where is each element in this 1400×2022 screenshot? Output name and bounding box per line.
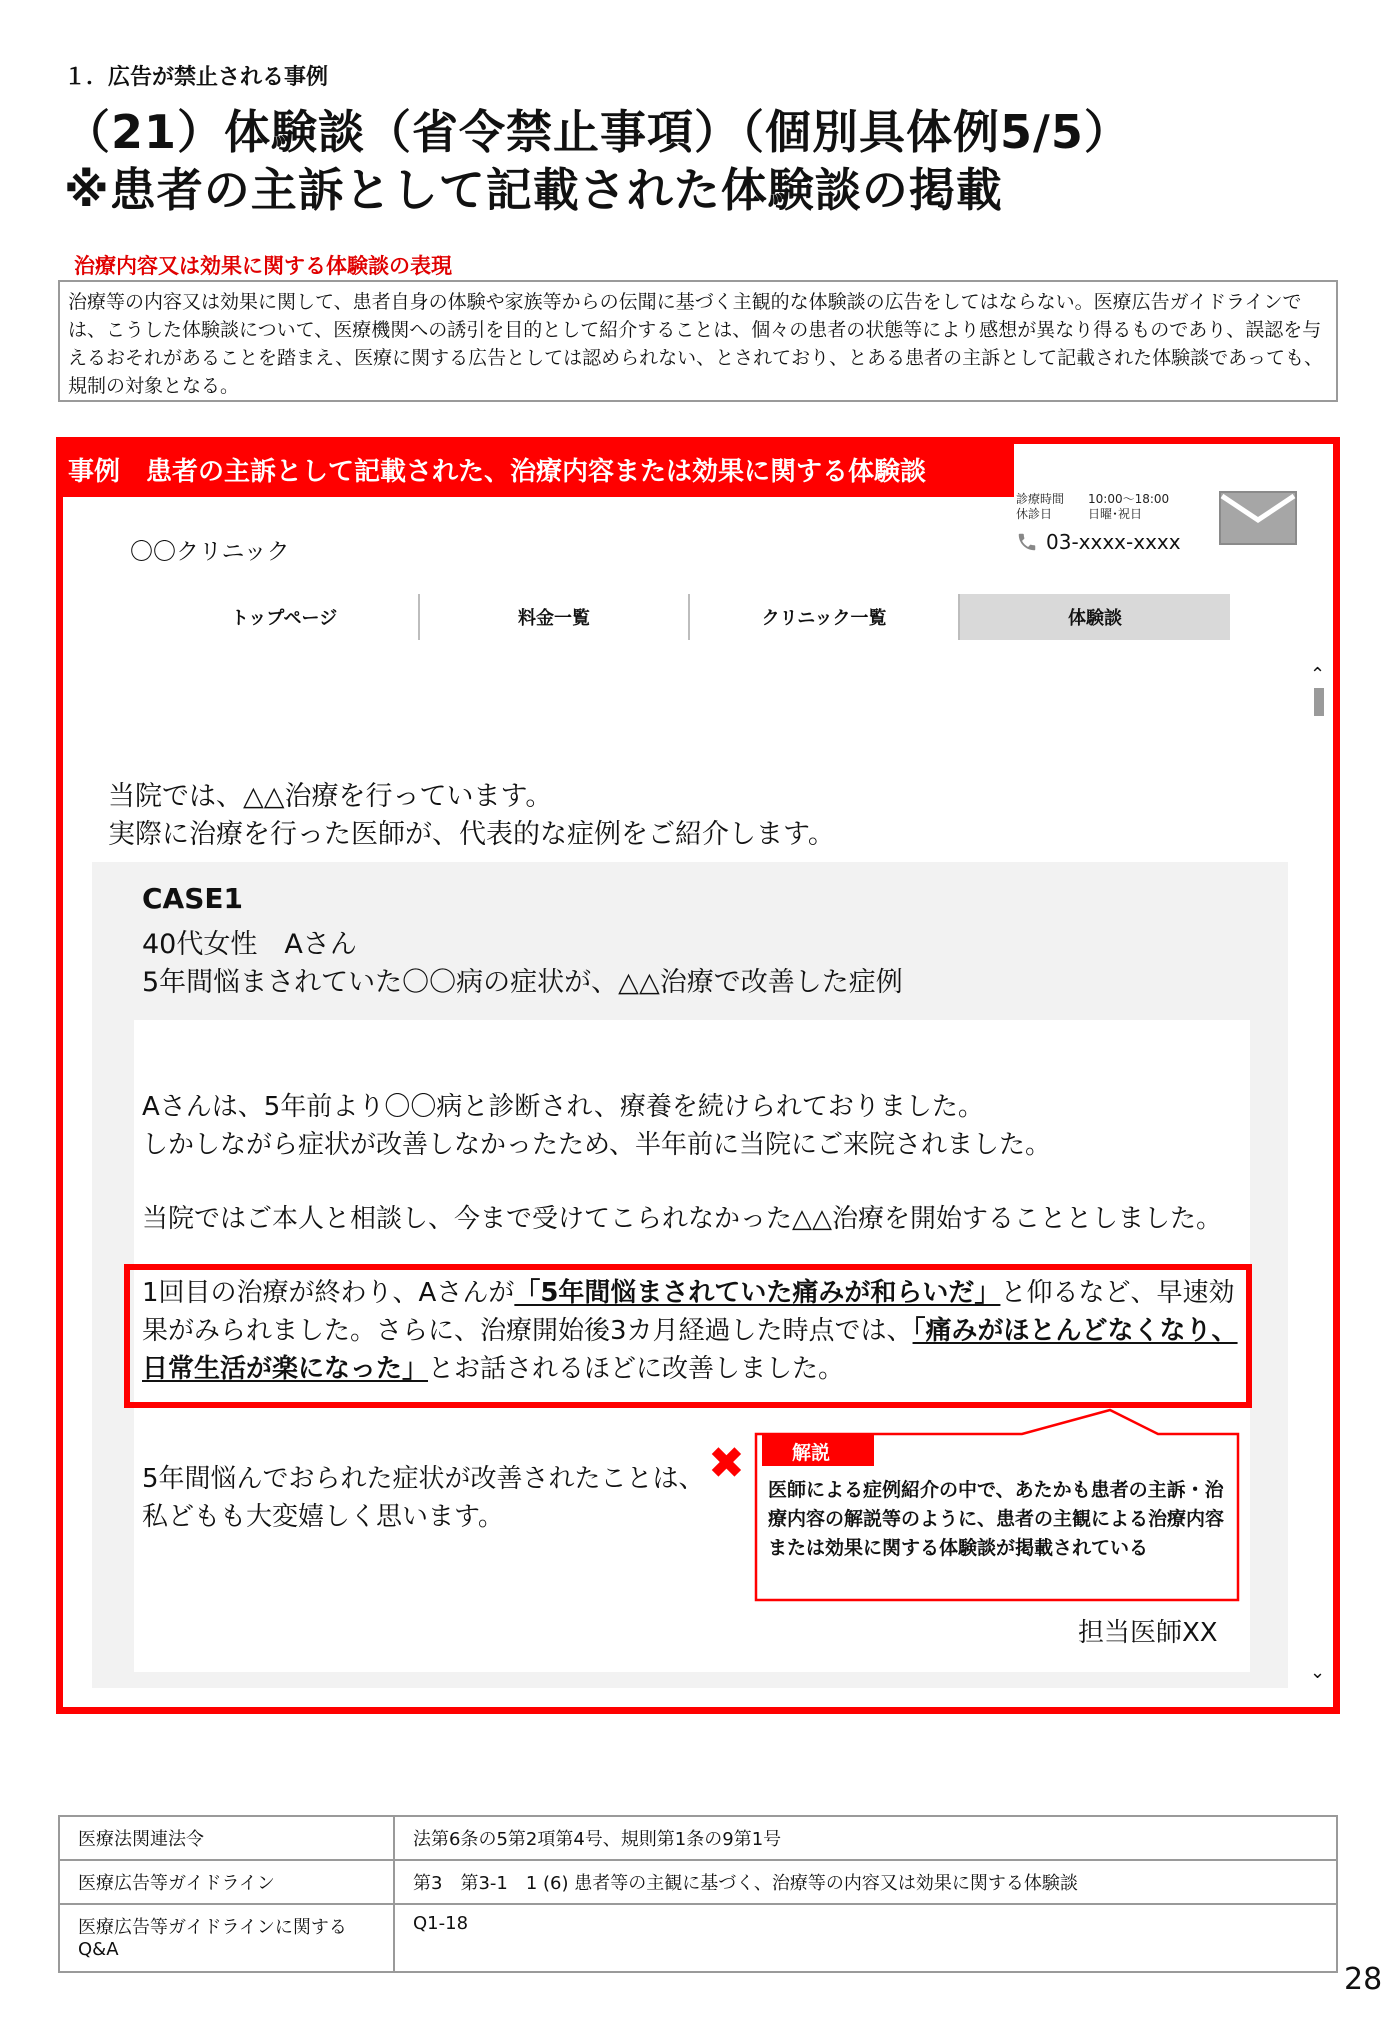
phone-icon (1016, 531, 1038, 553)
nav-pricing[interactable]: 料金一覧 (420, 594, 690, 640)
description-heading: 治療内容又は効果に関する体験談の表現 (74, 254, 452, 278)
patient-quote-1: 「5年間悩まされていた痛みが和らいだ」 (514, 1278, 1001, 1308)
case-text: 1回目の治療が終わり、Aさんが (142, 1278, 515, 1308)
intro-line: 実際に治療を行った医師が、代表的な症例をご紹介します。 (108, 819, 835, 850)
clinic-name: 〇〇クリニック (130, 539, 290, 565)
scroll-down-icon[interactable]: ⌄ (1310, 1662, 1326, 1683)
reference-table (58, 1815, 1338, 1973)
phone-number: 03-xxxx-xxxx (1046, 530, 1181, 554)
case-text: と仰るなど、早速効果がみられました。さらに、治療開始後3カ月経過した時点では、 (142, 1278, 1235, 1346)
case-paragraph-3 (142, 1274, 1238, 1388)
section-label: １．広告が禁止される事例 (64, 65, 329, 90)
intro-line: 当院では、△△治療を行っています。 (108, 781, 553, 812)
mail-icon[interactable] (1218, 490, 1298, 546)
clinic-hours (1016, 492, 1169, 522)
nav-testimonials[interactable]: 体験談 (960, 594, 1230, 640)
example-header: 事例 患者の主訴として記載された、治療内容または効果に関する体験談 (56, 437, 1014, 497)
hours-value: 10:00～18:00 (1088, 492, 1170, 506)
page-number: 28 (1344, 1962, 1383, 1997)
case-patient: 40代女性 Aさん (142, 929, 357, 960)
table-row (59, 1904, 1337, 1972)
closed-value: 日曜･祝日 (1088, 507, 1143, 521)
description-box (58, 280, 1338, 402)
reference-key: 医療広告等ガイドライン (59, 1860, 394, 1904)
case-summary: 5年間悩まされていた〇〇病の症状が、△△治療で改善した症例 (142, 967, 903, 998)
clinic-phone[interactable] (1016, 530, 1181, 554)
page-title: （21）体験談（省令禁止事項）（個別具体例5/5） (64, 105, 1131, 159)
intro-text (108, 778, 835, 854)
reference-value: 第3 第3-1 1 (6) 患者等の主観に基づく、治療等の内容又は効果に関する体験談 (394, 1860, 1337, 1904)
closed-label: 休診日 (1016, 507, 1053, 521)
scrollbar-thumb[interactable] (1314, 688, 1324, 716)
patient-quote-2: 「痛みがほとんどなくなり、日常生活が楽になった」 (142, 1316, 1238, 1384)
reference-value: Q1-18 (394, 1904, 1337, 1972)
reference-value: 法第6条の5第2項第4号、規則第1条の9第1号 (394, 1816, 1337, 1860)
case-text-line: Aさんは、5年前より〇〇病と診断され、療養を続けられておりました。 (142, 1092, 984, 1122)
case-paragraph-2: 当院ではご本人と相談し、今まで受けてこられなかった△△治療を開始することとしました。 (142, 1204, 1222, 1234)
page-subtitle: ※患者の主訴として記載された体験談の掲載 (64, 163, 1003, 217)
reference-key: 医療法関連法令 (59, 1816, 394, 1860)
case-paragraph-1 (142, 1088, 1051, 1164)
hours-label: 診療時間 (1016, 492, 1065, 506)
case-text-line: 5年間悩んでおられた症状が改善されたことは、 (142, 1464, 705, 1494)
case-title: CASE1 (142, 882, 243, 915)
nav-top-page[interactable]: トップページ (150, 594, 420, 640)
scroll-up-icon[interactable]: ⌃ (1310, 664, 1326, 685)
callout-text: 医師による症例紹介の中で、あたかも患者の主訴・治療内容の解説等のように、患者の主観による治療内容または効果に関する体験談が掲載されている (768, 1479, 1225, 1559)
case-text-line: しかしながら症状が改善しなかったため、半年前に当院にご来院されました。 (142, 1130, 1051, 1160)
reference-key: 医療広告等ガイドラインに関するQ&A (59, 1904, 394, 1972)
doctor-signature: 担当医師XX (1078, 1618, 1218, 1648)
table-row (59, 1816, 1337, 1860)
case-paragraph-4 (142, 1460, 705, 1536)
case-text: とお話されるほどに改善しました。 (428, 1354, 845, 1384)
table-row (59, 1860, 1337, 1904)
callout-label: 解説 (762, 1434, 874, 1466)
site-nav (150, 594, 1230, 640)
description-text: 治療等の内容又は効果に関して、患者自身の体験や家族等からの伝聞に基づく主観的な体験談の広告をしてはならない。医療広告ガイドラインでは、こうした体験談について、医療機関への誘引を目的として紹介することは、個々の患者の状態等により感想が異なり得るものであり、誤認を与えるおそれがあることを踏まえ、医療に関する広告としては認められない、とされており、とある患者の主訴として記載された体験談であっても、規制の対象となる。 (68, 291, 1323, 397)
cross-mark-icon: ✖ (708, 1438, 745, 1489)
case-text-line: 私どもも大変嬉しく思います。 (142, 1502, 504, 1532)
nav-clinic-list[interactable]: クリニック一覧 (690, 594, 960, 640)
